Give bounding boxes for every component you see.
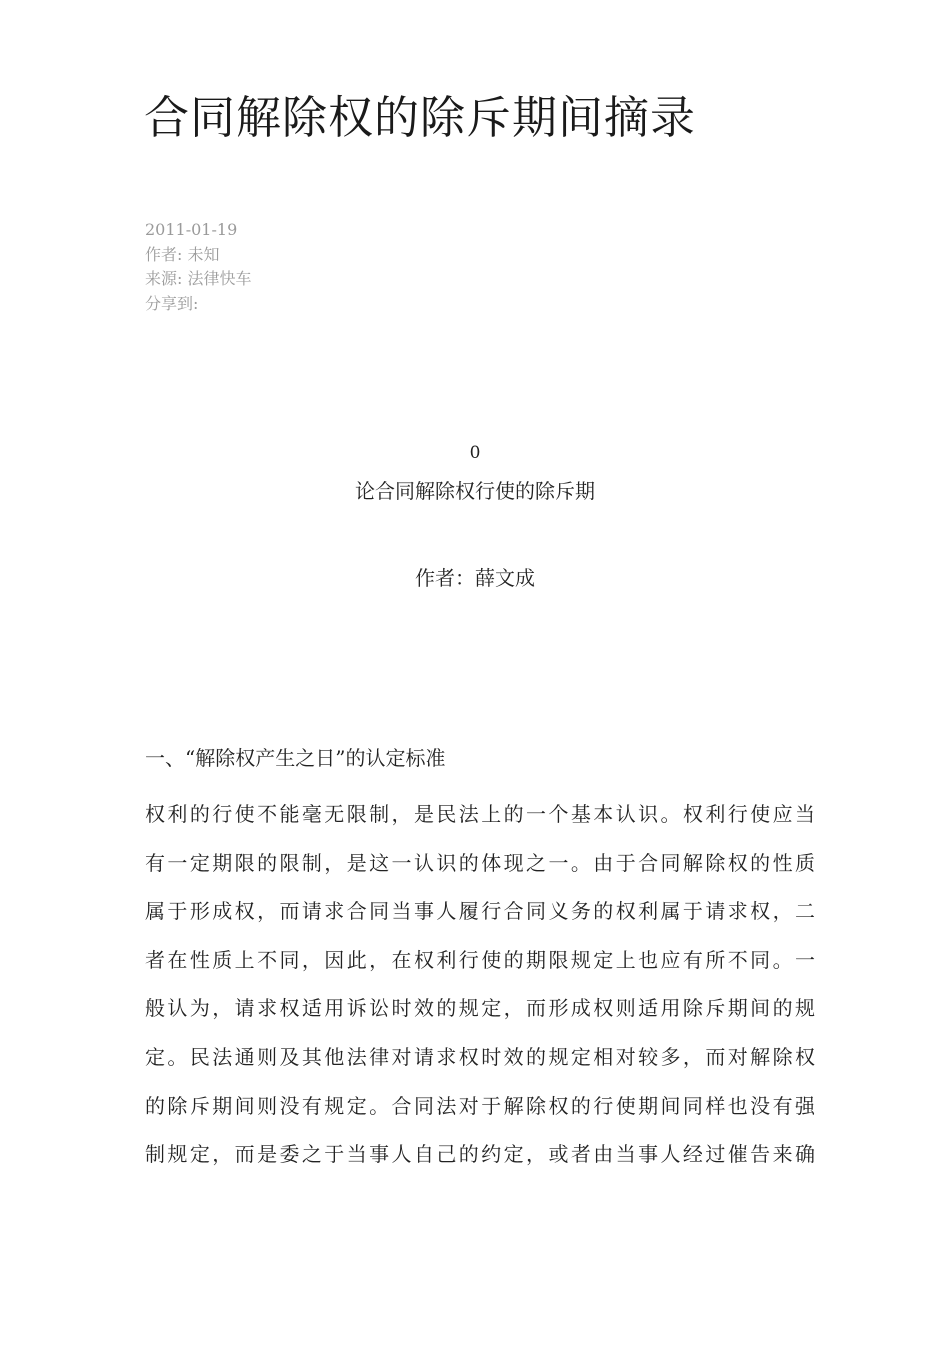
author-line: 作者: 未知: [145, 244, 220, 264]
page-title: 合同解除权的除斥期间摘录: [144, 91, 697, 144]
article-counter: 0: [469, 443, 481, 463]
source-line: 来源: 法律快车: [145, 269, 252, 288]
paragraph-line: 权利的行使不能毫无限制，是民法上的一个基本认识。权利行使应当: [145, 802, 815, 826]
section-heading: 一、“解除权产生之日”的认定标准: [145, 746, 446, 770]
paragraph-line: 者在性质上不同，因此，在权利行使的期限规定上也应有所不同。一: [145, 947, 815, 972]
article-author: 作者：薛文成: [415, 566, 535, 590]
share-label: 分享到:: [145, 293, 199, 313]
article-subtitle: 论合同解除权行使的除斥期: [355, 479, 595, 503]
paragraph-line: 有一定期限的限制，是这一认识的体现之一。由于合同解除权的性质: [145, 850, 815, 875]
article-meta: [145, 218, 251, 316]
paragraph-line: 制规定，而是委之于当事人自己的约定，或者由当事人经过催告来确: [145, 1142, 815, 1167]
paragraph-line: 属于形成权，而请求合同当事人履行合同义务的权利属于请求权，二: [145, 899, 815, 924]
paragraph-line: 的除斥期间则没有规定。合同法对于解除权的行使期间同样也没有强: [145, 1093, 815, 1118]
publish-date: 2011-01-19: [145, 220, 238, 239]
paragraph-line: 般认为，请求权适用诉讼时效的规定，而形成权则适用除斥期间的规: [145, 996, 815, 1021]
body-paragraph: [145, 790, 815, 1179]
paragraph-line: 定。民法通则及其他法律对请求权时效的规定相对较多，而对解除权: [145, 1044, 815, 1069]
